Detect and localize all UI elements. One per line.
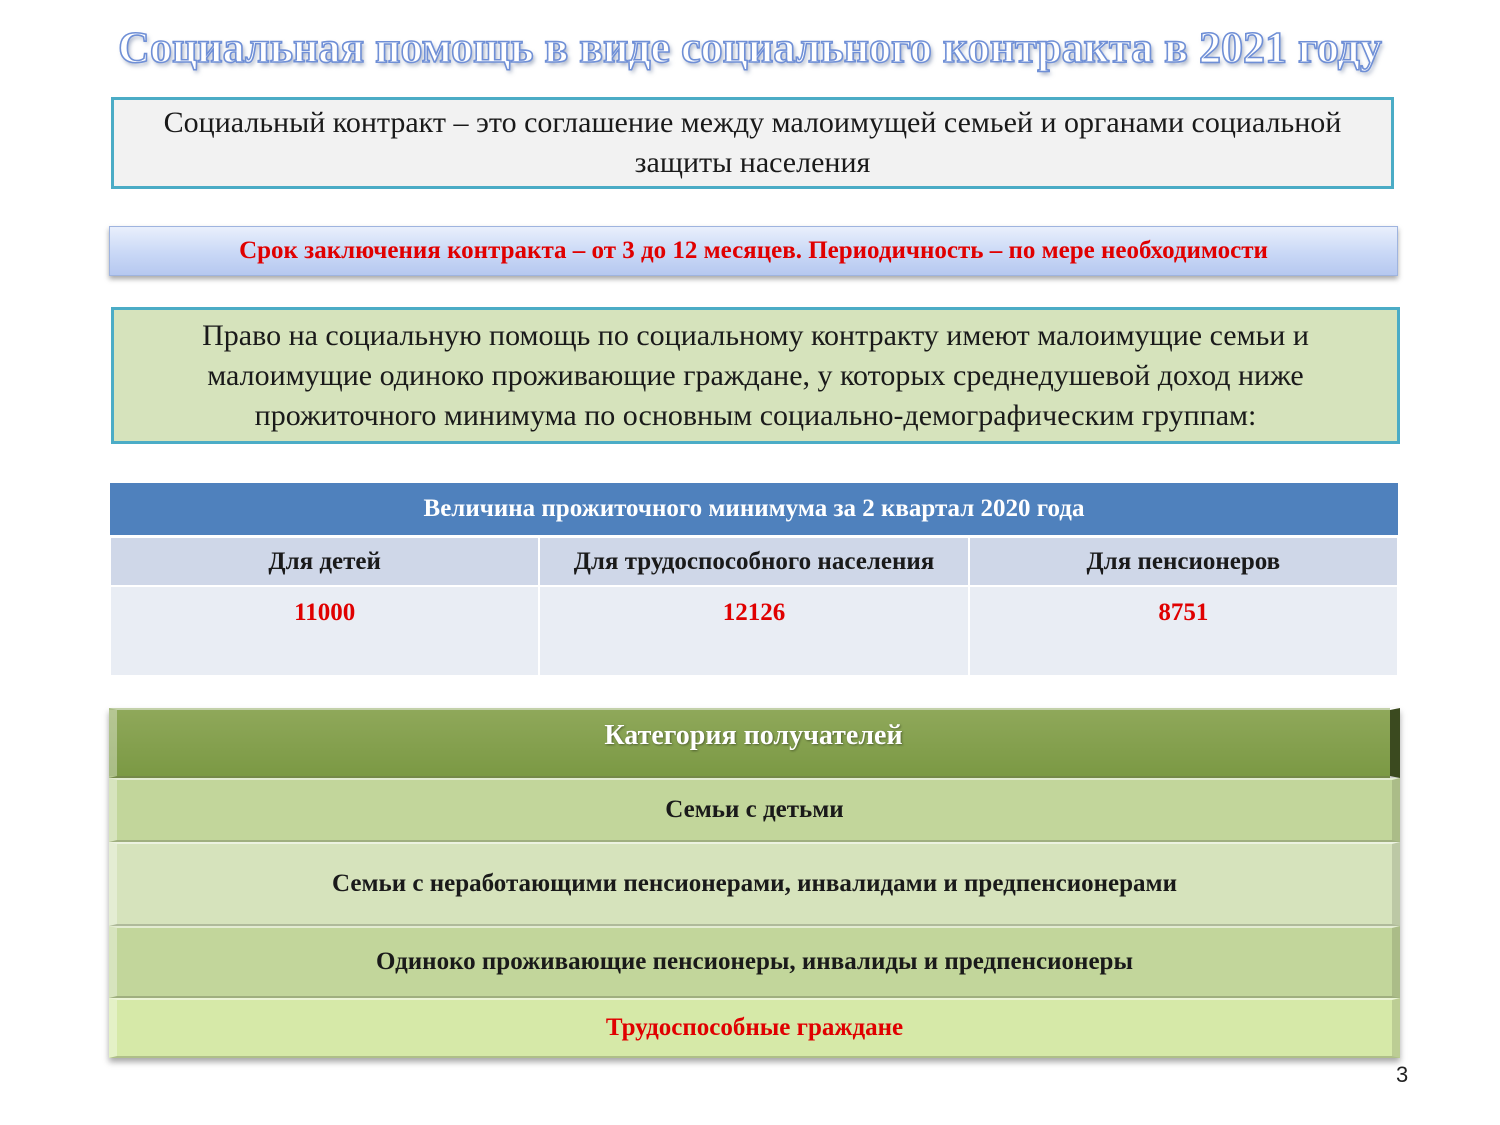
category-item: Семьи с неработающими пенсионерами, инвалидами и предпенсионерами: [109, 842, 1400, 926]
contract-term-banner: Срок заключения контракта – от 3 до 12 месяцев. Периодичность – по мере необходимости: [109, 226, 1398, 276]
header-pensioners: Для пенсионеров: [969, 537, 1398, 587]
categories-header: Категория получателей: [109, 708, 1400, 778]
eligibility-box: Право на социальную помощь по социальному контракту имеют малоимущие семьи и малоимущие одиноко проживающие граждане, у которых среднедушевой доход ниже прожиточного минимума по основным социально-демографическим группам:: [111, 307, 1400, 444]
value-working-age: 12126: [539, 586, 968, 676]
table-row: [110, 586, 1398, 676]
page-number: 3: [1396, 1062, 1409, 1087]
page-title: Социальная помощь в виде социального контракта в 2021 году: [118, 23, 1382, 72]
value-children: 11000: [110, 586, 539, 676]
table-caption: Величина прожиточного минимума за 2 квартал 2020 года: [110, 483, 1398, 537]
category-item: Семьи с детьми: [109, 778, 1400, 842]
subsistence-minimum-table: [109, 483, 1399, 677]
category-item: Одиноко проживающие пенсионеры, инвалиды и предпенсионеры: [109, 926, 1400, 998]
recipient-categories: [109, 708, 1400, 1058]
header-working-age: Для трудоспособного населения: [539, 537, 968, 587]
category-item: Трудоспособные граждане: [109, 998, 1400, 1058]
header-children: Для детей: [110, 537, 539, 587]
table-header-row: [110, 537, 1398, 587]
value-pensioners: 8751: [969, 586, 1398, 676]
definition-box: Социальный контракт – это соглашение между малоимущей семьей и органами социальной защиты населения: [111, 97, 1394, 189]
